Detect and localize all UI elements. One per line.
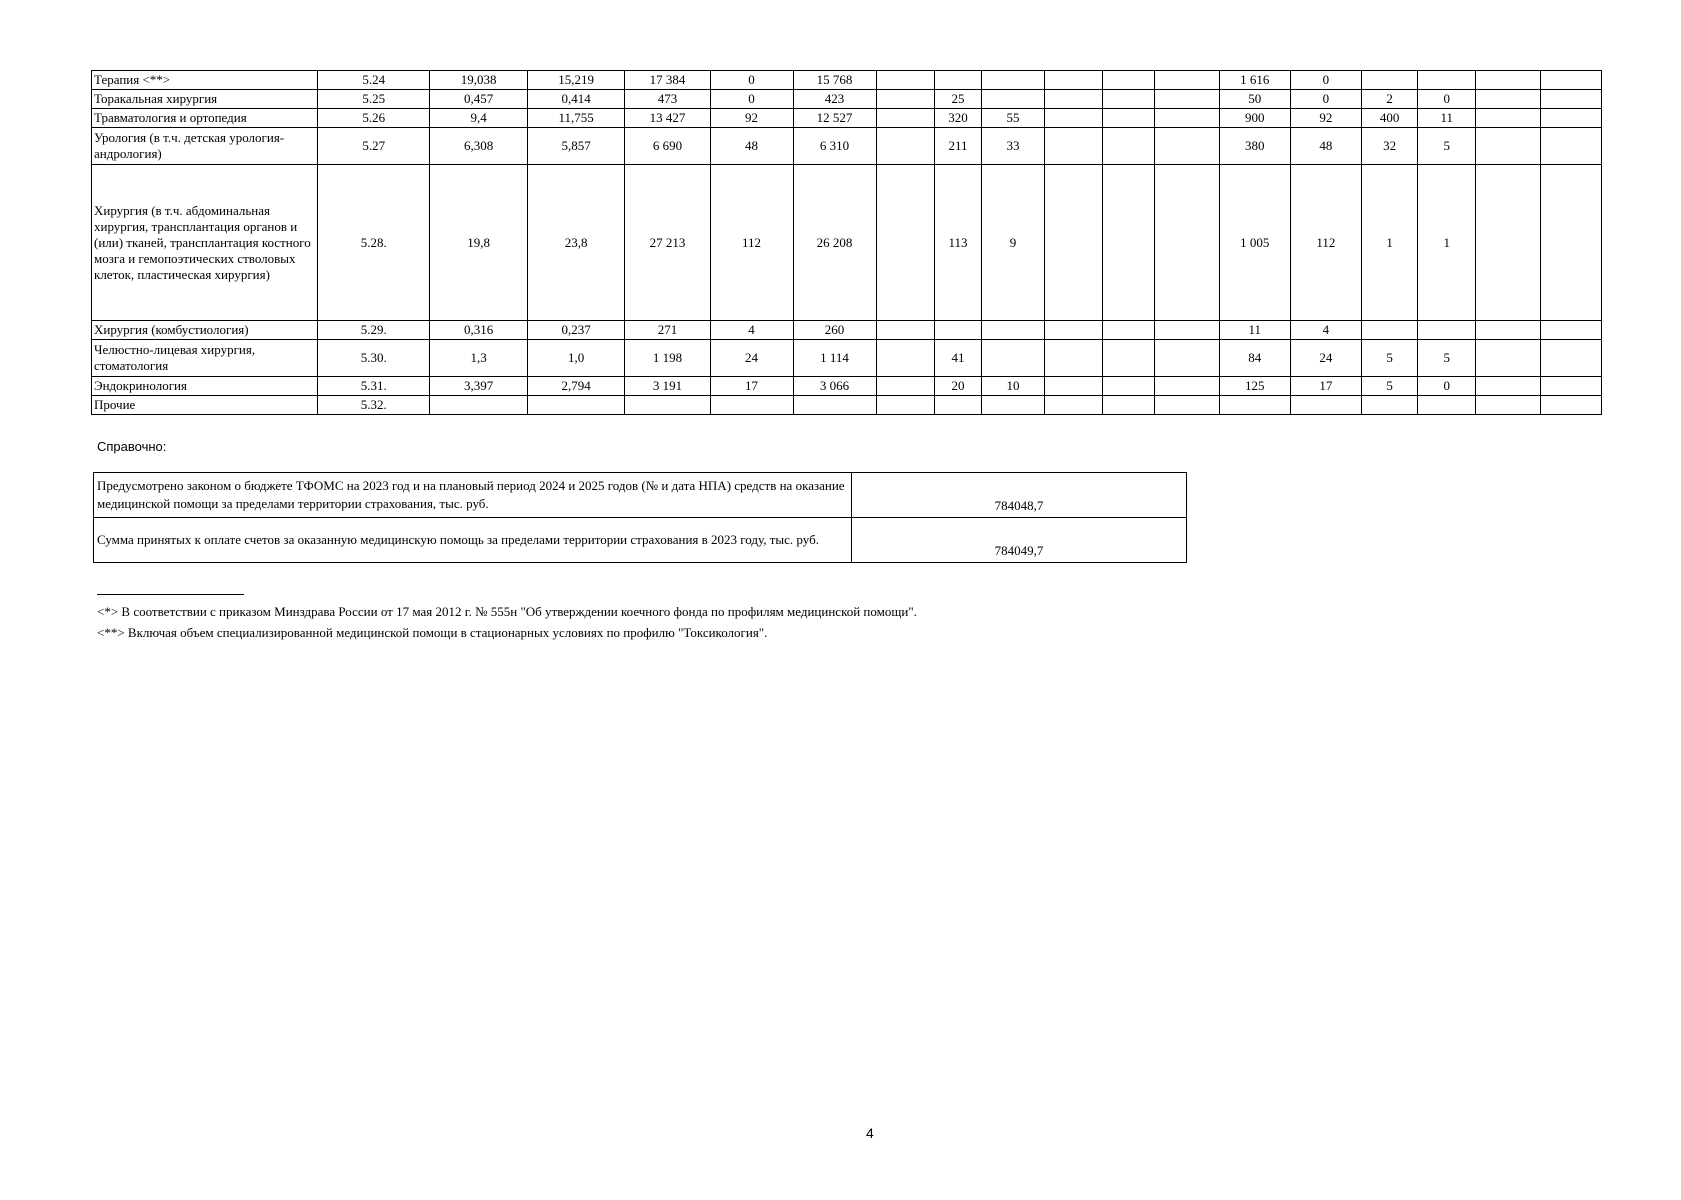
value-cell — [1102, 90, 1154, 109]
value-cell — [876, 90, 934, 109]
value-cell — [1154, 340, 1219, 377]
value-cell — [1102, 165, 1154, 321]
value-cell: 5 — [1418, 128, 1476, 165]
value-cell — [1476, 109, 1540, 128]
value-cell: 5,857 — [527, 128, 625, 165]
value-cell — [430, 396, 528, 415]
value-cell — [1044, 71, 1102, 90]
value-cell — [1362, 396, 1418, 415]
value-cell — [1476, 396, 1540, 415]
value-cell: 380 — [1220, 128, 1291, 165]
row-code-cell: 5.28. — [318, 165, 430, 321]
value-cell: 1 — [1418, 165, 1476, 321]
value-cell: 92 — [1290, 109, 1362, 128]
value-cell: 11 — [1220, 321, 1291, 340]
value-cell — [876, 321, 934, 340]
value-cell: 5 — [1362, 377, 1418, 396]
value-cell: 3,397 — [430, 377, 528, 396]
value-cell: 0,457 — [430, 90, 528, 109]
row-code-cell: 5.29. — [318, 321, 430, 340]
row-code-cell: 5.30. — [318, 340, 430, 377]
profiles-table — [91, 70, 1602, 415]
value-cell: 4 — [710, 321, 793, 340]
value-cell: 55 — [982, 109, 1044, 128]
value-cell — [1540, 90, 1601, 109]
value-cell: 0 — [1418, 90, 1476, 109]
footnote-1: <*> В соответствии с приказом Минздрава России от 17 мая 2012 г. № 555н "Об утверждении коечного фонда по профилям медицинской помощи". — [97, 604, 917, 619]
value-cell: 10 — [982, 377, 1044, 396]
value-cell — [1362, 321, 1418, 340]
value-cell: 12 527 — [793, 109, 876, 128]
value-cell: 473 — [625, 90, 710, 109]
value-cell: 423 — [793, 90, 876, 109]
value-cell: 20 — [934, 377, 982, 396]
profile-name-cell: Хирургия (в т.ч. абдоминальная хирургия, трансплантация органов и (или) тканей, трансплантация костного мозга и гемопоэтических стволовых клеток, пластическая хирургия) — [92, 165, 318, 321]
value-cell: 1 — [1362, 165, 1418, 321]
value-cell: 0,316 — [430, 321, 528, 340]
value-cell: 2 — [1362, 90, 1418, 109]
value-cell: 19,038 — [430, 71, 528, 90]
value-cell: 271 — [625, 321, 710, 340]
value-cell — [982, 71, 1044, 90]
value-cell — [1154, 321, 1219, 340]
value-cell: 0 — [710, 90, 793, 109]
value-cell — [1102, 340, 1154, 377]
reference-text: Сумма принятых к оплате счетов за оказанную медицинскую помощь за пределами территории страхования в 2023 году, тыс. руб. — [94, 518, 852, 563]
value-cell: 1 114 — [793, 340, 876, 377]
value-cell: 17 — [1290, 377, 1362, 396]
profile-name-cell: Эндокринология — [92, 377, 318, 396]
value-cell: 0 — [1290, 71, 1362, 90]
value-cell: 4 — [1290, 321, 1362, 340]
table-row — [92, 321, 1602, 340]
value-cell — [1418, 71, 1476, 90]
value-cell — [1540, 396, 1601, 415]
value-cell: 5 — [1418, 340, 1476, 377]
row-code-cell: 5.24 — [318, 71, 430, 90]
value-cell — [1154, 71, 1219, 90]
value-cell: 9 — [982, 165, 1044, 321]
value-cell: 1 005 — [1220, 165, 1291, 321]
profile-name-cell: Травматология и ортопедия — [92, 109, 318, 128]
value-cell: 400 — [1362, 109, 1418, 128]
value-cell — [1154, 128, 1219, 165]
row-code-cell: 5.32. — [318, 396, 430, 415]
value-cell — [1476, 377, 1540, 396]
value-cell — [1540, 321, 1601, 340]
value-cell: 1,3 — [430, 340, 528, 377]
value-cell — [1102, 109, 1154, 128]
table-row — [92, 90, 1602, 109]
value-cell: 23,8 — [527, 165, 625, 321]
value-cell — [1102, 377, 1154, 396]
value-cell: 1 616 — [1220, 71, 1291, 90]
value-cell: 17 384 — [625, 71, 710, 90]
table-row — [92, 377, 1602, 396]
row-code-cell: 5.26 — [318, 109, 430, 128]
table-row — [92, 165, 1602, 321]
value-cell: 32 — [1362, 128, 1418, 165]
value-cell — [1154, 109, 1219, 128]
value-cell — [1476, 71, 1540, 90]
value-cell: 11,755 — [527, 109, 625, 128]
value-cell: 320 — [934, 109, 982, 128]
value-cell — [1540, 340, 1601, 377]
value-cell — [982, 340, 1044, 377]
value-cell — [527, 396, 625, 415]
value-cell: 13 427 — [625, 109, 710, 128]
value-cell: 0,414 — [527, 90, 625, 109]
value-cell: 3 191 — [625, 377, 710, 396]
profile-name-cell: Торакальная хирургия — [92, 90, 318, 109]
row-code-cell: 5.31. — [318, 377, 430, 396]
value-cell — [1102, 321, 1154, 340]
reference-row — [94, 473, 1187, 518]
value-cell: 112 — [710, 165, 793, 321]
value-cell — [1102, 396, 1154, 415]
value-cell — [625, 396, 710, 415]
value-cell — [793, 396, 876, 415]
value-cell — [1362, 71, 1418, 90]
table-row — [92, 109, 1602, 128]
value-cell — [1044, 321, 1102, 340]
reference-label: Справочно: — [97, 439, 167, 454]
value-cell: 17 — [710, 377, 793, 396]
value-cell — [1044, 396, 1102, 415]
value-cell: 6 310 — [793, 128, 876, 165]
value-cell: 92 — [710, 109, 793, 128]
table-row — [92, 340, 1602, 377]
value-cell — [876, 340, 934, 377]
value-cell: 15,219 — [527, 71, 625, 90]
reference-row — [94, 518, 1187, 563]
value-cell — [876, 71, 934, 90]
value-cell — [1418, 396, 1476, 415]
value-cell: 50 — [1220, 90, 1291, 109]
value-cell — [934, 71, 982, 90]
value-cell: 84 — [1220, 340, 1291, 377]
value-cell — [1044, 90, 1102, 109]
value-cell — [1044, 128, 1102, 165]
table-row — [92, 128, 1602, 165]
value-cell — [1044, 109, 1102, 128]
value-cell — [1290, 396, 1362, 415]
value-cell: 260 — [793, 321, 876, 340]
value-cell — [1476, 340, 1540, 377]
value-cell: 25 — [934, 90, 982, 109]
row-code-cell: 5.27 — [318, 128, 430, 165]
value-cell — [1418, 321, 1476, 340]
value-cell — [876, 109, 934, 128]
footnote-2: <**> Включая объем специализированной медицинской помощи в стационарных условиях по профилю "Токсикология". — [97, 625, 768, 640]
value-cell — [1540, 128, 1601, 165]
value-cell: 19,8 — [430, 165, 528, 321]
value-cell: 15 768 — [793, 71, 876, 90]
row-code-cell: 5.25 — [318, 90, 430, 109]
value-cell — [1220, 396, 1291, 415]
value-cell — [1044, 165, 1102, 321]
value-cell: 48 — [1290, 128, 1362, 165]
page-number: 4 — [866, 1125, 874, 1141]
value-cell — [934, 321, 982, 340]
value-cell: 24 — [1290, 340, 1362, 377]
value-cell — [876, 377, 934, 396]
value-cell — [1540, 109, 1601, 128]
profile-name-cell: Терапия <**> — [92, 71, 318, 90]
reference-table — [93, 472, 1187, 563]
value-cell: 6 690 — [625, 128, 710, 165]
value-cell — [982, 396, 1044, 415]
value-cell — [1476, 165, 1540, 321]
reference-value: 784049,7 — [852, 518, 1187, 563]
value-cell: 1 198 — [625, 340, 710, 377]
value-cell — [1154, 396, 1219, 415]
value-cell: 5 — [1362, 340, 1418, 377]
value-cell — [1476, 321, 1540, 340]
value-cell — [1540, 377, 1601, 396]
value-cell — [982, 321, 1044, 340]
value-cell — [934, 396, 982, 415]
reference-value: 784048,7 — [852, 473, 1187, 518]
table-row — [92, 396, 1602, 415]
value-cell — [1476, 128, 1540, 165]
profile-name-cell: Прочие — [92, 396, 318, 415]
value-cell: 41 — [934, 340, 982, 377]
footnote-divider — [97, 594, 244, 595]
value-cell: 1,0 — [527, 340, 625, 377]
value-cell: 33 — [982, 128, 1044, 165]
value-cell: 26 208 — [793, 165, 876, 321]
value-cell: 900 — [1220, 109, 1291, 128]
value-cell: 9,4 — [430, 109, 528, 128]
value-cell — [710, 396, 793, 415]
value-cell: 2,794 — [527, 377, 625, 396]
value-cell: 0 — [1418, 377, 1476, 396]
value-cell — [876, 128, 934, 165]
value-cell — [1102, 71, 1154, 90]
profile-name-cell: Урология (в т.ч. детская урология-андрология) — [92, 128, 318, 165]
value-cell: 0 — [710, 71, 793, 90]
value-cell: 27 213 — [625, 165, 710, 321]
value-cell — [876, 165, 934, 321]
value-cell — [982, 90, 1044, 109]
value-cell — [1102, 128, 1154, 165]
value-cell: 211 — [934, 128, 982, 165]
value-cell: 0,237 — [527, 321, 625, 340]
value-cell — [1540, 165, 1601, 321]
value-cell: 6,308 — [430, 128, 528, 165]
value-cell — [1540, 71, 1601, 90]
profile-name-cell: Челюстно-лицевая хирургия, стоматология — [92, 340, 318, 377]
value-cell: 11 — [1418, 109, 1476, 128]
value-cell — [1154, 377, 1219, 396]
table-row — [92, 71, 1602, 90]
value-cell: 48 — [710, 128, 793, 165]
profile-name-cell: Хирургия (комбустиология) — [92, 321, 318, 340]
value-cell: 113 — [934, 165, 982, 321]
value-cell: 3 066 — [793, 377, 876, 396]
value-cell — [1044, 340, 1102, 377]
value-cell — [1154, 90, 1219, 109]
reference-text: Предусмотрено законом о бюджете ТФОМС на 2023 год и на плановый период 2024 и 2025 годов (№ и дата НПА) средств на оказание медицинской помощи за пределами территории страхования, тыс. руб. — [94, 473, 852, 518]
value-cell: 24 — [710, 340, 793, 377]
value-cell: 0 — [1290, 90, 1362, 109]
value-cell — [1044, 377, 1102, 396]
value-cell — [1476, 90, 1540, 109]
value-cell — [876, 396, 934, 415]
value-cell — [1154, 165, 1219, 321]
value-cell: 125 — [1220, 377, 1291, 396]
value-cell: 112 — [1290, 165, 1362, 321]
